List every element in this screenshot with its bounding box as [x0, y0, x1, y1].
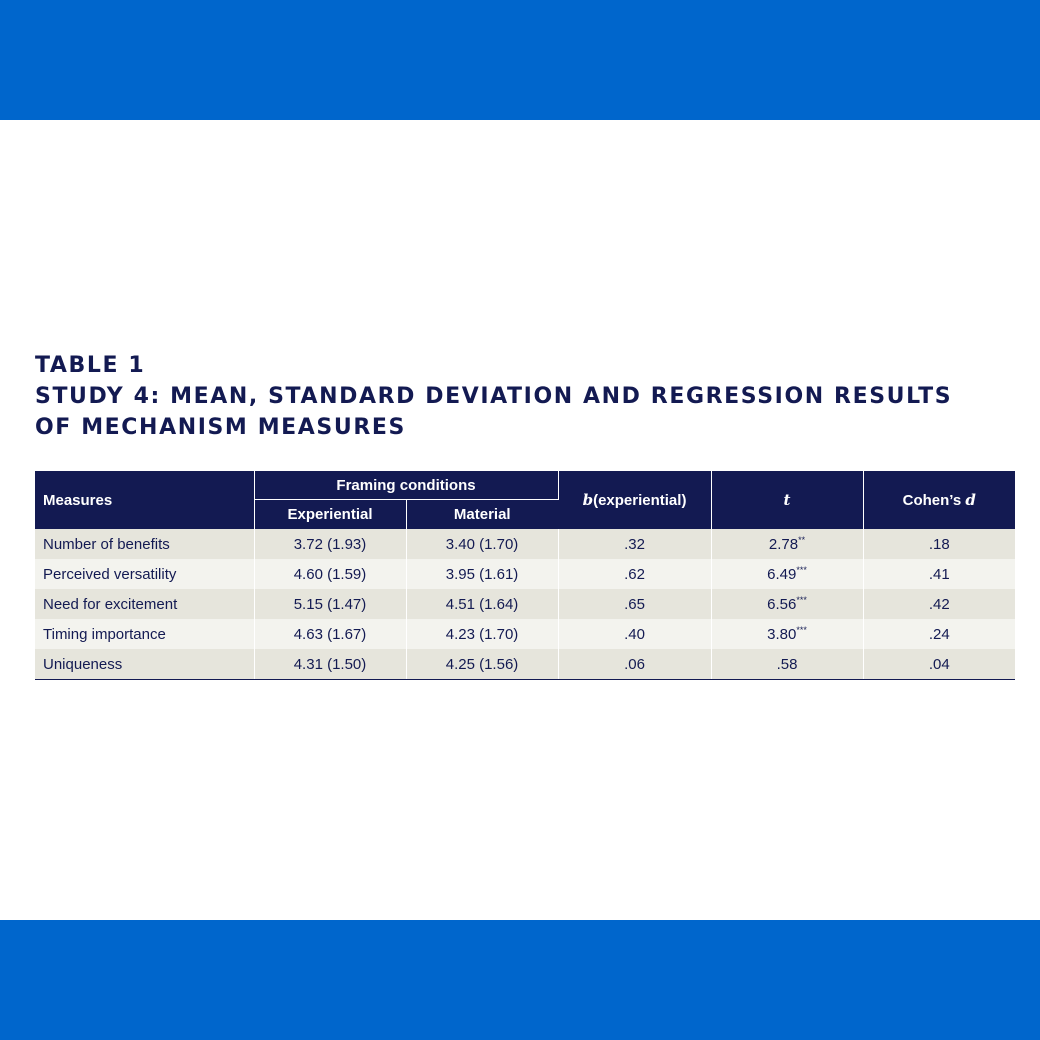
- measure-cell: Uniqueness: [35, 649, 254, 680]
- measure-cell: Perceived versatility: [35, 559, 254, 589]
- t-value: 2.78: [768, 535, 799, 553]
- experiential-cell: 3.72 (1.93): [254, 529, 406, 559]
- header-d-symbol: d: [965, 491, 976, 509]
- material-cell: 4.25 (1.56): [406, 649, 558, 680]
- t-value: 6.56: [767, 595, 797, 613]
- experiential-cell: 4.63 (1.67): [254, 619, 406, 649]
- t-value: .58: [776, 655, 798, 673]
- table-body: [35, 529, 1015, 680]
- material-cell: 4.51 (1.64): [406, 589, 558, 619]
- material-cell: 3.95 (1.61): [406, 559, 558, 589]
- material-cell: 4.23 (1.70): [406, 619, 558, 649]
- results-table: [35, 471, 1015, 680]
- cohens-d-cell: .42: [863, 589, 1015, 619]
- b-cell: .32: [558, 529, 711, 559]
- cohens-d-cell: .04: [863, 649, 1015, 680]
- title-line-3: OF MECHANISM MEASURES: [35, 415, 406, 440]
- header-b-experiential: [558, 471, 711, 529]
- significance-marker: ***: [796, 564, 807, 575]
- cohens-d-cell: .41: [863, 559, 1015, 589]
- cohens-d-cell: .18: [863, 529, 1015, 559]
- header-measures: Measures: [35, 471, 254, 529]
- measure-cell: Number of benefits: [35, 529, 254, 559]
- measure-cell: Timing importance: [35, 619, 254, 649]
- header-cohens-label: Cohen’s: [902, 492, 966, 509]
- t-cell: [711, 529, 863, 559]
- significance-marker: **: [798, 534, 806, 545]
- experiential-cell: 4.60 (1.59): [254, 559, 406, 589]
- header-cohens-d: [863, 471, 1015, 529]
- significance-marker: ***: [796, 624, 807, 635]
- t-cell: [711, 619, 863, 649]
- title-line-2: STUDY 4: MEAN, STANDARD DEVIATION AND REGRESSION RESULTS: [35, 384, 953, 409]
- bottom-color-band: [0, 920, 1040, 1040]
- header-b-label: (experiential): [593, 492, 687, 509]
- top-color-band: [0, 0, 1040, 120]
- t-value: 6.49: [767, 565, 797, 583]
- b-cell: .62: [558, 559, 711, 589]
- table-row: [35, 559, 1015, 589]
- experiential-cell: 4.31 (1.50): [254, 649, 406, 680]
- table-title: [35, 350, 1015, 443]
- header-framing-conditions: Framing conditions: [254, 471, 558, 500]
- header-material: Material: [406, 500, 558, 530]
- table-row: [35, 589, 1015, 619]
- title-line-1: TABLE 1: [35, 353, 146, 378]
- experiential-cell: 5.15 (1.47): [254, 589, 406, 619]
- header-b-symbol: b: [582, 491, 594, 509]
- table-row: [35, 529, 1015, 559]
- header-experiential: Experiential: [254, 500, 406, 530]
- t-cell: [711, 559, 863, 589]
- header-t: [711, 471, 863, 529]
- b-cell: .40: [558, 619, 711, 649]
- t-value: 3.80: [767, 625, 797, 643]
- table-header: [35, 471, 1015, 529]
- header-t-symbol: t: [783, 491, 791, 509]
- t-cell: [711, 649, 863, 680]
- table-row: [35, 649, 1015, 680]
- cohens-d-cell: .24: [863, 619, 1015, 649]
- measure-cell: Need for excitement: [35, 589, 254, 619]
- table-row: [35, 619, 1015, 649]
- significance-marker: ***: [796, 594, 807, 605]
- material-cell: 3.40 (1.70): [406, 529, 558, 559]
- t-cell: [711, 589, 863, 619]
- b-cell: .06: [558, 649, 711, 680]
- b-cell: .65: [558, 589, 711, 619]
